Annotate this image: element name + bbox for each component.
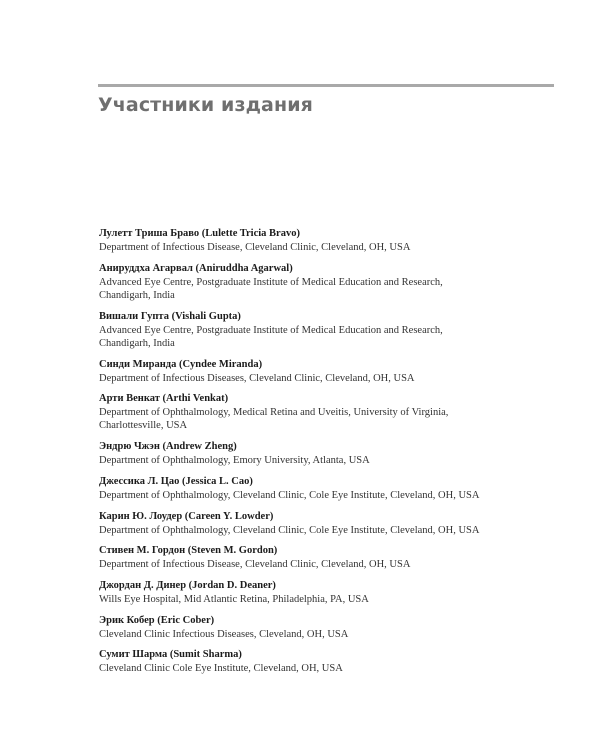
contributor-entry — [99, 544, 489, 571]
contributor-affiliation: Department of Ophthalmology, Emory University, Atlanta, USA — [99, 455, 370, 467]
contributor-affiliation: Advanced Eye Centre, Postgraduate Institute of Medical Education and Research, Chandigarh, India — [99, 276, 443, 301]
contributor-name: Анируддха Агарвал (Aniruddha Agarwal) — [99, 262, 293, 274]
contributor-entry — [99, 310, 489, 350]
contributor-affiliation: Department of Infectious Disease, Cleveland Clinic, Cleveland, OH, USA — [99, 559, 411, 571]
contributors-list — [99, 227, 489, 683]
contributor-entry — [99, 510, 489, 537]
contributor-affiliation: Department of Infectious Disease, Cleveland Clinic, Cleveland, OH, USA — [99, 242, 411, 253]
contributor-name: Джордан Д. Динер (Jordan D. Deaner) — [99, 579, 276, 591]
contributor-name: Синди Миранда (Cyndee Miranda) — [99, 358, 263, 370]
contributor-affiliation: Cleveland Clinic Infectious Diseases, Cleveland, OH, USA — [99, 628, 349, 640]
page-title: Участники издания — [98, 94, 313, 116]
contributor-entry — [99, 392, 489, 432]
contributor-entry — [99, 579, 489, 606]
contributor-name: Вишали Гупта (Vishali Gupta) — [99, 310, 241, 322]
contributor-entry — [99, 648, 489, 675]
contributor-name: Лулетт Триша Браво (Lulette Tricia Bravo) — [99, 228, 300, 239]
contributor-entry — [99, 614, 489, 641]
contributor-affiliation: Wills Eye Hospital, Mid Atlantic Retina, Philadelphia, PA, USA — [99, 593, 369, 605]
contributor-entry — [99, 358, 489, 385]
contributor-name: Арти Венкат (Arthi Venkat) — [99, 393, 229, 405]
contributor-name: Эндрю Чжэн (Andrew Zheng) — [99, 441, 237, 453]
contributor-name: Карин Ю. Лоудер (Careen Y. Lowder) — [99, 510, 274, 522]
contributor-entry — [99, 440, 489, 467]
contributor-affiliation: Department of Ophthalmology, Cleveland Clinic, Cole Eye Institute, Cleveland, OH, USA — [99, 489, 480, 501]
contributor-entry — [99, 227, 489, 254]
contributor-affiliation: Department of Ophthalmology, Cleveland Clinic, Cole Eye Institute, Cleveland, OH, USA — [99, 524, 480, 536]
contributor-affiliation: Department of Infectious Diseases, Cleveland Clinic, Cleveland, OH, USA — [99, 372, 415, 384]
contributor-name: Сумит Шарма (Sumit Sharma) — [99, 649, 242, 661]
contributor-name: Стивен М. Гордон (Steven M. Gordon) — [99, 545, 278, 557]
contributor-name: Джессика Л. Цао (Jessica L. Cao) — [99, 475, 253, 487]
contributor-name: Эрик Кобер (Eric Cober) — [99, 614, 215, 626]
top-rule — [98, 84, 554, 87]
contributor-affiliation: Cleveland Clinic Cole Eye Institute, Cleveland, OH, USA — [99, 663, 343, 675]
contributor-affiliation: Department of Ophthalmology, Medical Retina and Uveitis, University of Virginia, Charlottesville, USA — [99, 407, 449, 432]
contributor-entry — [99, 262, 489, 302]
contributor-entry — [99, 475, 489, 502]
contributor-affiliation: Advanced Eye Centre, Postgraduate Institute of Medical Education and Research, Chandigarh, India — [99, 324, 443, 349]
